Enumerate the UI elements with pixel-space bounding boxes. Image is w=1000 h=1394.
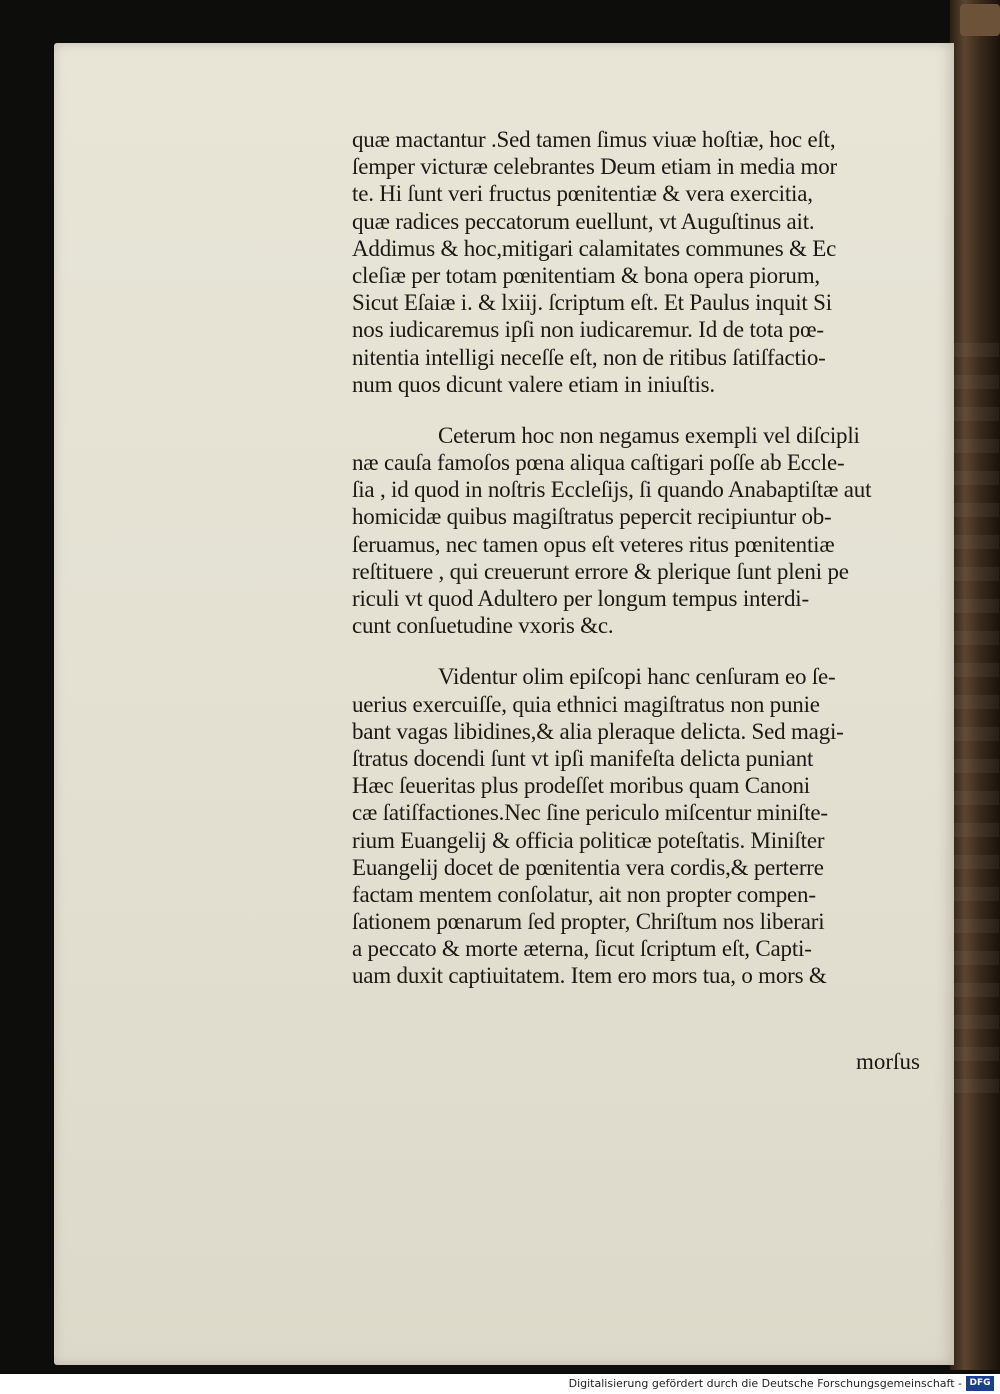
binding-corner	[960, 4, 1000, 36]
text-line: Euangelij docet de pœnitentia vera cordis,& perterre	[352, 854, 824, 880]
text-line: næ cauſa famoſos pœna aliqua caſtigari poſſe ab Eccle-	[352, 450, 845, 476]
text-line: rium Euangelij & officia politicæ poteſtatis. Miniſter	[352, 827, 825, 853]
text-line: reſtituere , qui creuerunt errore & plerique ſunt pleni pe	[352, 558, 849, 584]
text-line: ſia , id quod in noſtris Eccleſijs, ſi quando Anabaptiſtæ aut	[352, 477, 872, 503]
page-text	[352, 126, 952, 990]
text-line: ſemper victuræ celebrantes Deum etiam in media mor	[352, 154, 837, 180]
text-line: uam duxit captiuitatem. Item ero mors tua, o mors &	[352, 963, 827, 989]
text-line: bant vagas libidines,& alia pleraque delicta. Sed magi-	[352, 718, 844, 744]
text-line: ſeruamus, nec tamen opus eſt veteres ritus pœnitentiæ	[352, 531, 835, 557]
text-line: riculi vt quod Adultero per longum tempus interdi-	[352, 586, 809, 611]
text-line: te. Hi ſunt veri fructus pœnitentiæ & vera exercitia,	[352, 181, 813, 207]
text-line: Addimus & hoc,mitigari calamitates communes & Ec	[352, 235, 837, 261]
text-line: uerius exercuiſſe, quia ethnici magiſtratus non punie	[352, 691, 820, 717]
text-line: Videntur olim epiſcopi hanc cenſuram eo ſe-	[438, 664, 836, 690]
text-line: a peccato & morte æterna, ſicut ſcriptum eſt, Capti-	[352, 936, 812, 962]
text-line: Hæc ſeueritas plus prodeſſet moribus quam Canoni	[352, 773, 810, 799]
text-line: ſationem pœnarum ſed propter, Chriſtum nos liberari	[352, 909, 825, 935]
text-line: factam mentem conſolatur, ait non propter compen-	[352, 881, 816, 907]
ink-bleed-through	[954, 343, 999, 1103]
text-line: quæ mactantur .Sed tamen ſimus viuæ hoſtiæ, hoc eſt,	[352, 127, 836, 152]
catchword: morſus	[856, 1049, 920, 1074]
dfg-logo-icon: DFG	[966, 1376, 994, 1391]
funding-credit: Digitalisierung gefördert durch die Deutsche Forschungsgemeinschaft -	[568, 1377, 962, 1390]
text-line: Sicut Eſaiæ i. & lxiij. ſcriptum eſt. Et Paulus inquit Si	[352, 290, 832, 316]
text-line: nitentia intelligi neceſſe eſt, non de ritibus ſatiſfactio-	[352, 344, 826, 370]
paragraph-1	[352, 126, 952, 398]
text-line: nos iudicaremus ipſi non iudicaremur. Id de tota pœ-	[352, 317, 824, 343]
text-line: quæ radices peccatorum euellunt, vt Auguſtinus ait.	[352, 208, 815, 234]
text-line: ſtratus docendi ſunt vt ipſi manifeſta delicta puniant	[352, 745, 814, 771]
paragraph-2	[352, 422, 952, 640]
footer-bar	[0, 1374, 1000, 1394]
text-line: Ceterum hoc non negamus exempli vel diſcipli	[438, 422, 860, 448]
text-line: cleſiæ per totam pœnitentiam & bona opera piorum,	[352, 262, 820, 288]
text-line: cunt conſuetudine vxoris &c.	[352, 613, 614, 639]
text-line: cæ ſatiſfactiones.Nec ſine periculo miſcentur miniſte-	[352, 800, 828, 826]
paragraph-3	[352, 663, 952, 989]
text-line: num quos dicunt valere etiam in iniuſtis.	[352, 371, 715, 397]
text-line: homicidæ quibus magiſtratus pepercit recipiuntur ob-	[352, 504, 832, 530]
